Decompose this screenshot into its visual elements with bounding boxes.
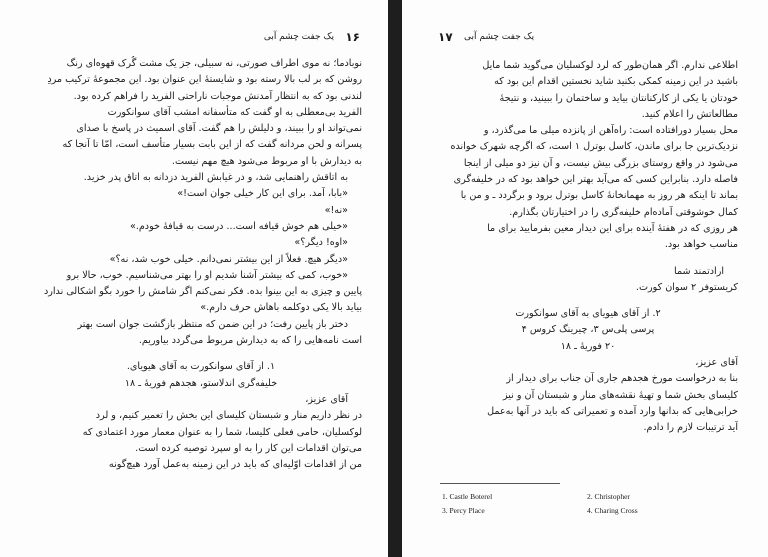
letter2-heading: ۲. از آقای هیویای به آقای سوانکورت	[515, 308, 661, 320]
book-gutter	[388, 0, 402, 557]
letter-signature: کریستوفر ۲ سوان کورت.	[635, 281, 738, 293]
letter-line: در نظر داریم منار و شبستان کلیسای این بخش را تعمیر کنیم، و لرد	[95, 410, 362, 422]
letter2-line: کلیسای بخش شما و تهیهٔ نقشه‌های منار و شبستان آن و نیز	[502, 389, 738, 401]
text-line: «بابا، آمد. برای این کار خیلی جوان است!»	[177, 188, 348, 200]
letter-salutation: آقای عزیز،	[305, 393, 348, 405]
right-running-title: یک جفت چشم آبی	[464, 32, 535, 42]
text-line: «خوب، کمی که بیشتر آشنا شدیم او را بهتر می‌شناسیم. خوب، حالا برو	[66, 269, 348, 281]
footnote: 3. Percy Place	[442, 506, 485, 515]
text-line: مناسب خواهد بود.	[664, 239, 738, 251]
letter2-salutation: آقای عزیز،	[695, 357, 738, 369]
text-line: نمی‌تواند او را ببیند، و دلیلش را هم گفت. آقای اسمیث در پاسخ با صدای	[76, 123, 362, 135]
footnote: 1. Castle Boterel	[442, 492, 493, 501]
text-line: به دیدارش با او مربوط می‌شود هیچ مهم نیست.	[171, 155, 362, 167]
left-page-number: ۱۶	[345, 30, 360, 44]
text-line: «خیلی هم خوش قیافه است... درست به قیافهٔ خودم.»	[129, 220, 348, 232]
text-line: «اوه! دیگر؟»	[294, 237, 348, 249]
footnote: 2. Christopher	[587, 492, 630, 501]
text-line: مطالعاتش را اعلام کنید.	[641, 108, 738, 120]
letter2-line: آید ترتیبات لازم را دادم.	[643, 422, 738, 434]
text-line: الفرید بی‌معطلی به او گفت که متأسفانه امشب آقای سوانکورت	[107, 106, 362, 118]
letter2-date: ۲۰ فوریهٔ ـ ۱۸	[560, 340, 616, 352]
text-line: بماند تا اینکه هر روز به مهمانخانهٔ کاسل بوترل برود و برگردد ـ و من با	[460, 190, 738, 202]
footnote: 4. Charing Cross	[587, 506, 638, 515]
text-line: دختر باز پایین رفت؛ در این ضمن که منتظر بازگشت جوان است بهتر	[77, 318, 348, 330]
text-line: بیاید بالا یکی دوکلمه باهاش حرف دارم.»	[200, 302, 362, 314]
text-line: اطلاعی ندارم. اگر همان‌طور که لرد لوکسلیان می‌گوید شما مایل	[482, 60, 738, 71]
letter2-line: خرابی‌هایی که بدانها وارد آمده و تعمیراتی که باید در آنها به‌عمل	[487, 405, 738, 417]
text-line: «نه!»	[324, 204, 348, 216]
right-page-header	[438, 30, 738, 48]
text-line: پایین و چیزی به این بینوا بده. فکر نمی‌کنم اگر شامش را خورد بگو اشکالی ندارد	[43, 286, 362, 298]
text-line: خودتان یا یکی از کارکنانتان بیاید و ساختمان را ببینید، و نتیجهٔ	[499, 92, 738, 104]
letter-line: من از اقدامات اوّلیه‌ای که باید در این زمینه به‌عمل آورد هیچ‌گونه	[108, 459, 362, 471]
left-page-body	[40, 56, 362, 473]
right-page	[402, 0, 768, 557]
letter-heading: ۱. از آقای سوانکورت به آقای هیویای.	[126, 361, 276, 373]
footnote-divider	[440, 483, 560, 484]
letter2-line: بنا به درخواست مورخ هجدهم جاری آن جناب برای دیدار از	[506, 373, 738, 385]
text-line: می‌شود در واقع روستای بزرگی بیش نیست، و آن نیز دو میلی از اینجا	[463, 157, 738, 169]
letter-closing: ارادتمند شما	[674, 265, 724, 277]
text-line: پسرانه و لحن مردانه گفت که از این بابت بسیار متأسف است، امّا تا آنجا که	[62, 139, 362, 151]
right-page-number: ۱۷	[438, 30, 453, 44]
letter2-address: پرسی پلی‌س ۳، چیرینگ کروس ۴	[521, 324, 655, 336]
text-line: هر روزی که در هفتهٔ آینده برای این دیدار معین بفرمایید برای ما	[487, 222, 738, 234]
text-line: باشید در این زمینه کمکی بکنید شاید نخستین اقدام این بود که	[494, 76, 738, 88]
text-line: فاصله دارد. بنابراین کسی که می‌آید بهتر این خواهد بود که در خلیفه‌گری	[453, 174, 738, 186]
letter-line: لوکسلیان، حامی فعلی کلیسا، شما را به عنوان معمار مورد اعتمادی که	[82, 426, 362, 438]
left-running-title: یک جفت چشم آبی	[263, 32, 334, 42]
letter-place-date: خلیفه‌گری اندلاستو، هجدهم فوریهٔ ـ ۱۸	[124, 377, 278, 389]
text-line: است نامه‌هایی را که به دیدارش مربوط می‌گردد بیاوریم.	[138, 335, 362, 347]
text-line: نزدیک‌ترین جا برای ماندن، کاسل بوترل ۱ است، که اگرچه شهرک خوانده	[450, 141, 738, 153]
text-line: «دیگر هیچ. فعلاً از این بیشتر نمی‌دانم. خیلی خوب شد، نه؟»	[109, 253, 348, 265]
text-line: لندنی بود که به انتظار آمدنش موجبات ناراحتی الفرید را فراهم کرده بود.	[73, 90, 362, 102]
text-line: نوبادما؛ نه موی اطراف صورتی، نه سبیلی، جز یک مشت گُرک قهوه‌ای رنگ	[66, 58, 362, 69]
right-page-body	[438, 58, 738, 437]
footnotes	[442, 490, 732, 518]
left-page-header	[40, 30, 360, 48]
text-line: روشن که بر لب بالا رسته بود و شایستهٔ این عنوان بود. این مجموعهٔ ترکیب مردِ	[47, 74, 362, 86]
text-line: به اتاقش راهنمایی شد، و در غیابش الفرید دزدانه به اتاق پدر خزید.	[83, 172, 348, 184]
letter-line: می‌توان اقدامات این کار را به او سپرد توصیه کرده است.	[135, 442, 362, 454]
text-line: محل بسیار دورافتاده است: راه‌آهن از پانزده میلی ما می‌گذرد، و	[483, 125, 738, 137]
text-line: کمال خوشوقتی آماده‌ام خلیفه‌گری را در اختیارتان بگذارم.	[509, 206, 738, 218]
